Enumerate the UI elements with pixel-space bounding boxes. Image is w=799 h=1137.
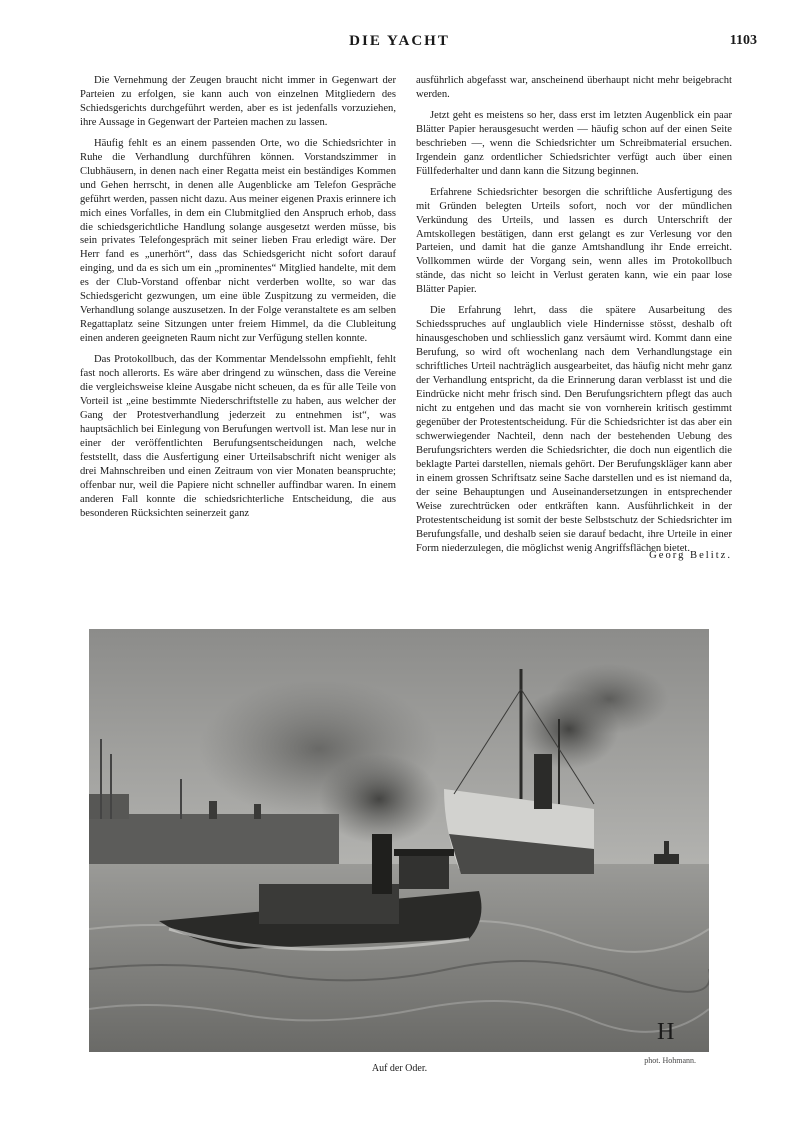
photo-credit: phot. Hohmann. <box>644 1056 696 1065</box>
harbor-photograph <box>89 629 709 1052</box>
photo-monogram: H <box>657 1019 675 1045</box>
photo-illustration <box>89 629 709 1052</box>
paragraph: ausführlich abgefasst war, anscheinend überhaupt nicht mehr beigebracht werden. <box>416 75 732 100</box>
journal-title: DIE YACHT <box>349 33 450 49</box>
paragraph: Die Erfahrung lehrt, dass die spätere Ausarbeitung des Schiedsspruches auf unglaublich viele Hindernisse stösst, deshalb oft hinausgeschoben und schliesslich ganz versäumt wird. Kommt dann eine Berufung, so wird oft wochenlang nach dem Verhandlungstage ein schriftliches Urteil nachträglich ausgearbeitet, das häufig nicht mehr ganz der Verhandlung entspricht, da die Erinnerung daran verblasst ist und die Eindrücke nicht mehr frisch sind. Den Berufungsrichtern pflegt das auch nicht zu entgehen und das macht sie von vornherein kritisch gestimmt gegenüber der Protestentscheidung. Für die Schiedsrichter ist das aber ein schwerwiegender Nachteil, denn nach der bestehenden Uebung des Berufungsrichters werden die Schiedsrichter, die doch nun eigentlich die beklagte Partei darstellen, niemals gehört. Der Berufungskläger kann aber in einem grossen Schriftsatz seine Sache darstellen und es ist niemand da, der seine Behauptungen und Auseinandersetzungen in entsprechender Weise zurechtrücken oder entkräften kann. Ausführlichkeit in der Protestentscheidung ist somit der beste Selbstschutz der Schiedsrichter im Berufungsfalle, und deshalb seien sie darauf bedacht, ihre Urteile in einer Form niederzulegen, die möglichst wenig Angriffsflächen bietet. <box>416 305 732 554</box>
paragraph: Das Protokollbuch, das der Kommentar Mendelssohn empfiehlt, fehlt fast noch allerorts. Es wäre aber dringend zu wünschen, dass die Vereine die vergleichsweise kleine Ausgabe nicht scheuen, da es für alle Teile von Vorteil ist „eine bestimmte Niederschriftstelle zu haben, aus welcher der Gang der Protestverhandlung jederzeit zu entnehmen ist“, was hauptsächlich bei Einlegung von Berufungen wertvoll ist. Man lese nur in einer der veröffentlichten Berufungsentscheidungen nach, welche feststellt, dass die Ausfertigung einer Urteilsabschrift nicht weniger als drei Mahnschreiben und einen Zeitraum von vier Monaten beanspruchte; offenbar nur, weil die Papiere nicht schneller auffindbar waren. In einem anderen Fall konnte die schiedsrichterliche Entscheidung, die aus besonderen Rücksichten seinerzeit ganz <box>80 354 396 519</box>
paragraph: Jetzt geht es meistens so her, dass erst im letzten Augenblick ein paar Blätter Papier herausgesucht werden — häufig schon auf der einen Seite beschrieben —, wenn die Schiedsrichter um Schreibmaterial ersuchen. Irgendein ganz ordentlicher Schiedsrichter verfügt auch über einen Füllfederhalter und dann kann die Sitzung beginnen. <box>416 109 732 177</box>
page-header <box>0 33 799 53</box>
right-column <box>416 74 732 563</box>
author-signature: Georg Belitz. <box>649 550 732 562</box>
page-number: 1103 <box>729 33 757 48</box>
paragraph: Die Vernehmung der Zeugen braucht nicht immer in Gegenwart der Parteien zu erfolgen, sie kann auch von einzelnen Mitgliedern des Schiedsgerichts durchgeführt werden, aber es ist jedenfalls vorzuziehen, ihre Aussage in Gegenwart der Parteien machen zu lassen. <box>80 75 396 128</box>
paragraph: Erfahrene Schiedsrichter besorgen die schriftliche Ausfertigung des mit Gründen belegten Urteils sofort, noch vor der mündlichen Verkündung des Urteils, und lassen es durch Unterschrift der Amtskollegen bestätigen, dann erst gelangt es zur Verlesung vor den Parteien, und damit hat die ganze Amtshandlung ihr Ende erreicht. Vollkommen würde der Vorgang sein, wenn alles im Protokollbuch stände, das nicht so leicht in Verlust geraten kann, wie ein paar lose Blätter Papier. <box>416 186 732 296</box>
photo-caption: Auf der Oder. <box>371 1063 428 1074</box>
paragraph: Häufig fehlt es an einem passenden Orte, wo die Schiedsrichter in Ruhe die Verhandlung durchführen können. Vorstandszimmer in Clubhäusern, in denen nach einer Regatta meist ein beständiges Kommen und Gehen herrscht, in denen alle Augenblicke am Telefon Gespräche geführt werden, passen nicht dazu. Aus meiner eigenen Praxis erinnere ich mich eines Vorfalles, in dem ein Clubmitglied den Anspruch erhob, dass die schiedsgerichtliche Handlung solange ausgesetzt werden müsse, bis sein privates Telefongespräch mit seiner lieben Frau erledigt wäre. Der Herr fand es „unerhört“, dass das Schiedsgericht nicht sofort darauf einging, und da es sich um ein „prominentes“ Mitglied handelte, mit dem es der Club-Vorstand offenbar nicht verderben wollte, so war das Schiedsgericht gezwungen, um eine üble Zuspitzung zu vermeiden, die Verhandlung solange auszusetzen. In der Folge veranstaltete es am selben Regattaplatz seine Sitzungen unter freiem Himmel, da die Clubleitung einen anderen geeigneten Raum nicht zur Verfügung stellen konnte. <box>80 137 396 345</box>
left-column <box>80 74 396 528</box>
